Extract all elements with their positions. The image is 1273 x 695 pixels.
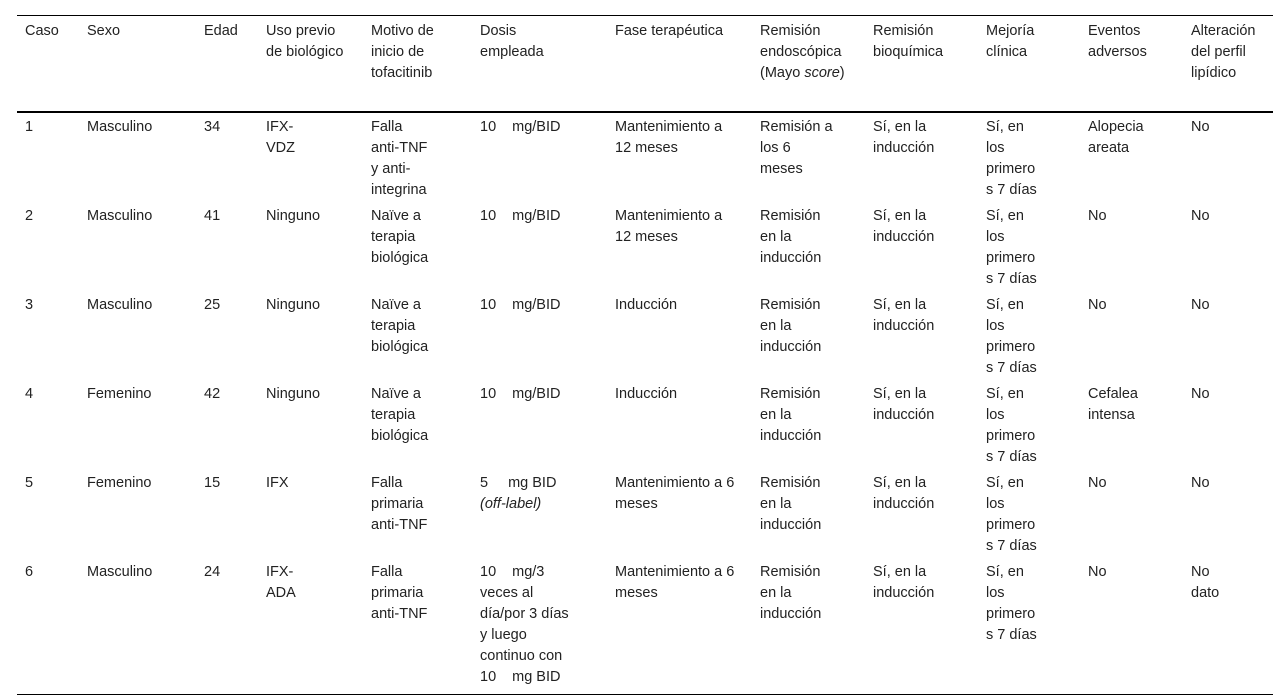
- table-row: [17, 112, 1273, 202]
- cell-dosis-unit: mg/BID: [512, 208, 561, 224]
- cell-fase: Mantenimiento a 6 meses: [607, 558, 752, 695]
- cell-motivo: Falla primaria anti-TNF: [363, 558, 472, 695]
- cell-dosis-amount: 5: [480, 475, 489, 491]
- cell-motivo: Falla primaria anti-TNF: [371, 475, 428, 533]
- cell-dosis: [472, 202, 607, 291]
- cell-edad: 25: [204, 297, 221, 313]
- cell-fase: Inducción: [615, 386, 678, 402]
- cell-edad: 24: [196, 558, 258, 695]
- cell-uso: IFX: [266, 475, 289, 491]
- cell-dosis-amount: 10: [480, 297, 497, 313]
- cell-dosis: [472, 469, 607, 558]
- cell-edad: 41: [204, 208, 221, 224]
- cell-dosis-amount-2: 10: [480, 669, 497, 685]
- cell-dosis-unit: mg/BID: [512, 386, 561, 402]
- cell-sexo: Masculino: [87, 119, 153, 135]
- cell-lipidos: No: [1191, 386, 1210, 402]
- cell-remision-bioquimica: Sí, en la inducción: [873, 208, 935, 245]
- cell-edad: 15: [204, 475, 221, 491]
- cell-motivo: Falla anti-TNF y anti-integrina: [371, 119, 428, 198]
- cell-dosis-unit: mg/3 veces al día/por 3 días y luego continuo con: [480, 564, 569, 664]
- cell-sexo: Masculino: [87, 208, 153, 224]
- header-fase: Fase terapéutica: [607, 16, 752, 113]
- header-uso-previo: Uso previo de biológico: [258, 16, 363, 113]
- cell-uso: Ninguno: [266, 386, 321, 402]
- cell-caso: 2: [25, 208, 34, 224]
- header-edad: Edad: [196, 16, 258, 113]
- cell-edad: 42: [204, 386, 221, 402]
- cell-dosis-unit: mg/BID: [512, 297, 561, 313]
- cell-lipidos: No: [1191, 297, 1210, 313]
- cell-lipidos: No: [1191, 475, 1210, 491]
- cell-dosis-amount: 10: [480, 564, 497, 580]
- header-sexo: Sexo: [79, 16, 196, 113]
- header-motivo: Motivo de inicio de tofacitinib: [363, 16, 472, 113]
- cell-sexo: Femenino: [87, 386, 152, 402]
- cell-dosis: [472, 380, 607, 469]
- cell-remision-endoscopica: Remisión en la inducción: [760, 386, 822, 444]
- header-score-text: score: [804, 65, 840, 81]
- cell-caso: 6: [17, 558, 79, 695]
- table-row: [17, 202, 1273, 291]
- cell-mejoria: Sí, en los primeros 7 días: [986, 208, 1037, 287]
- cell-mejoria: Sí, en los primeros 7 días: [986, 386, 1037, 465]
- cell-uso: Ninguno: [266, 208, 321, 224]
- cell-dosis-unit: mg/BID: [512, 119, 561, 135]
- cell-remision-bioquimica: Sí, en la inducción: [865, 558, 978, 695]
- header-remision-bioquimica: Remisión bioquímica: [865, 16, 978, 113]
- cell-lipidos: No: [1191, 208, 1210, 224]
- cell-fase: Mantenimiento a 12 meses: [615, 119, 723, 156]
- cell-uso: IFX-VDZ: [266, 119, 295, 156]
- cell-motivo: Naïve a terapia biológica: [371, 208, 429, 266]
- cell-eventos: No: [1088, 208, 1107, 224]
- header-caso: Caso: [17, 16, 79, 113]
- cell-eventos: Alopecia areata: [1088, 119, 1144, 156]
- cell-dosis-unit: mg BID: [508, 475, 557, 491]
- cell-remision-bioquimica: Sí, en la inducción: [873, 475, 935, 512]
- cell-dosis-note: (off-label): [480, 496, 542, 512]
- cell-uso: Ninguno: [266, 297, 321, 313]
- cell-remision-bioquimica: Sí, en la inducción: [873, 297, 935, 334]
- cell-sexo: Masculino: [79, 558, 196, 695]
- cell-lipidos: No: [1191, 119, 1210, 135]
- cell-motivo: Naïve a terapia biológica: [371, 297, 429, 355]
- header-paren-text: ): [839, 65, 845, 81]
- header-eventos: Eventos adversos: [1080, 16, 1183, 113]
- header-remision-endoscopica: [752, 16, 865, 113]
- table-row: [17, 380, 1273, 469]
- cell-eventos: No: [1088, 475, 1107, 491]
- cell-dosis-unit-2: mg BID: [512, 669, 561, 685]
- cell-remision-endoscopica: Remisión en la inducción: [760, 297, 822, 355]
- cell-mejoria: Sí, en los primeros 7 días: [986, 297, 1037, 376]
- table-row: [17, 469, 1273, 558]
- cell-eventos: No: [1088, 297, 1107, 313]
- cell-edad: 34: [204, 119, 221, 135]
- cell-dosis: [472, 558, 607, 695]
- cell-dosis: [472, 112, 607, 202]
- cell-sexo: Masculino: [87, 297, 153, 313]
- cell-dosis: [472, 291, 607, 380]
- cell-remision-bioquimica: Sí, en la inducción: [873, 119, 935, 156]
- cell-remision-endoscopica: Remisión a los 6 meses: [760, 119, 833, 177]
- clinical-cases-table: [17, 15, 1273, 695]
- header-mejoria: Mejoría clínica: [978, 16, 1080, 113]
- cell-caso: 1: [25, 119, 34, 135]
- cell-mejoria: Sí, en los primeros 7 días: [986, 475, 1037, 554]
- cell-sexo: Femenino: [87, 475, 152, 491]
- cell-eventos: Cefalea intensa: [1088, 386, 1138, 423]
- cell-dosis-amount: 10: [480, 119, 497, 135]
- header-remision-endoscopica-text: Remisión endoscópica (Mayo: [760, 23, 842, 81]
- cell-remision-endoscopica: Remisión en la inducción: [760, 475, 822, 533]
- cell-caso: 5: [25, 475, 34, 491]
- cell-fase: Mantenimiento a 12 meses: [615, 208, 723, 245]
- cell-remision-endoscopica: Remisión en la inducción: [760, 208, 822, 266]
- cell-dosis-amount: 10: [480, 208, 497, 224]
- table-row: [17, 291, 1273, 380]
- cell-caso: 4: [25, 386, 34, 402]
- cell-lipidos: No dato: [1183, 558, 1273, 695]
- cell-remision-endoscopica: Remisión en la inducción: [752, 558, 865, 695]
- cell-fase: Inducción: [615, 297, 678, 313]
- header-alteracion-lipidica: Alteración del perfil lipídico: [1183, 16, 1273, 113]
- cell-remision-bioquimica: Sí, en la inducción: [873, 386, 935, 423]
- cell-mejoria: Sí, en los primeros 7 días: [978, 558, 1080, 695]
- cell-fase: Mantenimiento a 6 meses: [615, 475, 735, 512]
- cell-mejoria: Sí, en los primeros 7 días: [986, 119, 1037, 198]
- cell-dosis-amount: 10: [480, 386, 497, 402]
- cell-uso: IFX-ADA: [258, 558, 363, 695]
- cell-motivo: Naïve a terapia biológica: [371, 386, 429, 444]
- table-header-row: [17, 16, 1273, 113]
- header-dosis: Dosis empleada: [472, 16, 607, 113]
- cell-caso: 3: [25, 297, 34, 313]
- table-row: [17, 558, 1273, 695]
- cell-eventos: No: [1080, 558, 1183, 695]
